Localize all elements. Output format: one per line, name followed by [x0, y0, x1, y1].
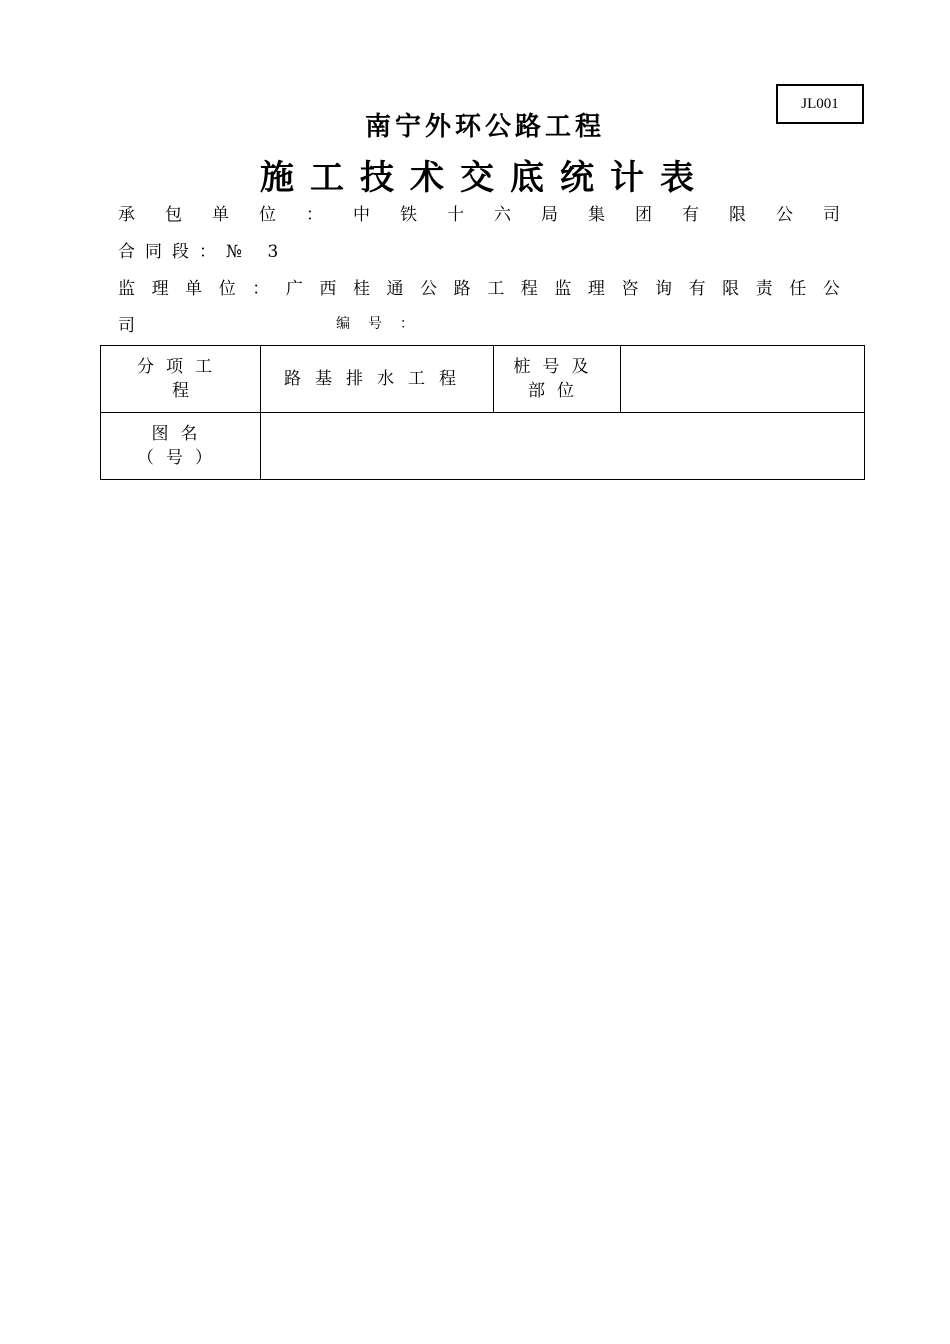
supervisor-char: 监: [554, 279, 572, 299]
contractor-char: 单: [212, 205, 229, 225]
contractor-char: 团: [635, 205, 652, 225]
table-row: [101, 413, 865, 480]
contractor-char: 限: [729, 205, 746, 225]
supervisor-char: 有: [688, 279, 706, 299]
subitem-label-cell: [101, 346, 261, 413]
drawing-label-line2: （号）: [137, 448, 224, 468]
contractor-char: 六: [494, 205, 511, 225]
supervisor-char: 理: [151, 279, 169, 299]
contractor-char: 有: [682, 205, 699, 225]
supervisor-char: 通: [386, 279, 404, 299]
contractor-char: 局: [541, 205, 558, 225]
station-label-cell: [494, 346, 621, 413]
supervisor-continuation: 司: [118, 316, 135, 336]
supervisor-char: 西: [319, 279, 337, 299]
contract-section-text: 合同段：№ 3: [118, 242, 289, 262]
form-code-box: JL001: [776, 84, 864, 124]
page-title: 施工技术交底统计表: [260, 158, 710, 198]
supervisor-char: ：: [252, 279, 270, 299]
supervisor-char: 工: [487, 279, 505, 299]
contractor-char: 集: [588, 205, 605, 225]
station-label-line2: 部位: [528, 381, 586, 401]
supervisor-char: 责: [755, 279, 773, 299]
supervisor-char: 监: [118, 279, 135, 299]
supervisor-char: 程: [520, 279, 538, 299]
table-row: [101, 346, 865, 413]
contractor-line: [118, 200, 840, 225]
supervisor-char: 路: [453, 279, 471, 299]
supervisor-char: 桂: [352, 279, 370, 299]
subitem-value-cell[interactable]: [261, 346, 494, 413]
supervisor-char: 位: [218, 279, 236, 299]
contractor-char: 位: [259, 205, 276, 225]
supervisor-char: 单: [185, 279, 203, 299]
contractor-char: 承: [118, 205, 135, 225]
drawing-value-cell[interactable]: [261, 413, 865, 480]
supervisor-char: 广: [285, 279, 303, 299]
supervisor-char: 理: [587, 279, 605, 299]
contractor-char: 公: [776, 205, 793, 225]
subitem-label-line2: 程: [172, 381, 189, 401]
supervisor-char: 限: [722, 279, 740, 299]
contractor-char: 铁: [400, 205, 417, 225]
subitem-value: 路基排水工程: [284, 369, 470, 389]
supervisor-char: 咨: [621, 279, 639, 299]
supervisor-line: [118, 274, 840, 299]
contractor-char: 包: [165, 205, 182, 225]
serial-number-label: 编号：: [336, 316, 432, 332]
contractor-char: 十: [447, 205, 464, 225]
supervisor-char: 任: [789, 279, 807, 299]
contractor-char: ：: [306, 205, 323, 225]
drawing-label-line1: 图名: [151, 424, 210, 444]
contractor-char: 中: [353, 205, 370, 225]
project-title: 南宁外环公路工程: [364, 112, 605, 142]
subitem-label-line1: 分项工: [137, 357, 224, 377]
supervisor-char: 询: [655, 279, 672, 299]
contract-section-line: [118, 237, 840, 262]
contractor-char: 司: [823, 205, 840, 225]
disclosure-table: [100, 345, 865, 480]
station-value-cell[interactable]: [621, 346, 865, 413]
drawing-label-cell: [101, 413, 261, 480]
supervisor-char: 公: [420, 279, 438, 299]
supervisor-char: 公: [822, 279, 840, 299]
station-label-line1: 桩号及: [513, 357, 601, 377]
